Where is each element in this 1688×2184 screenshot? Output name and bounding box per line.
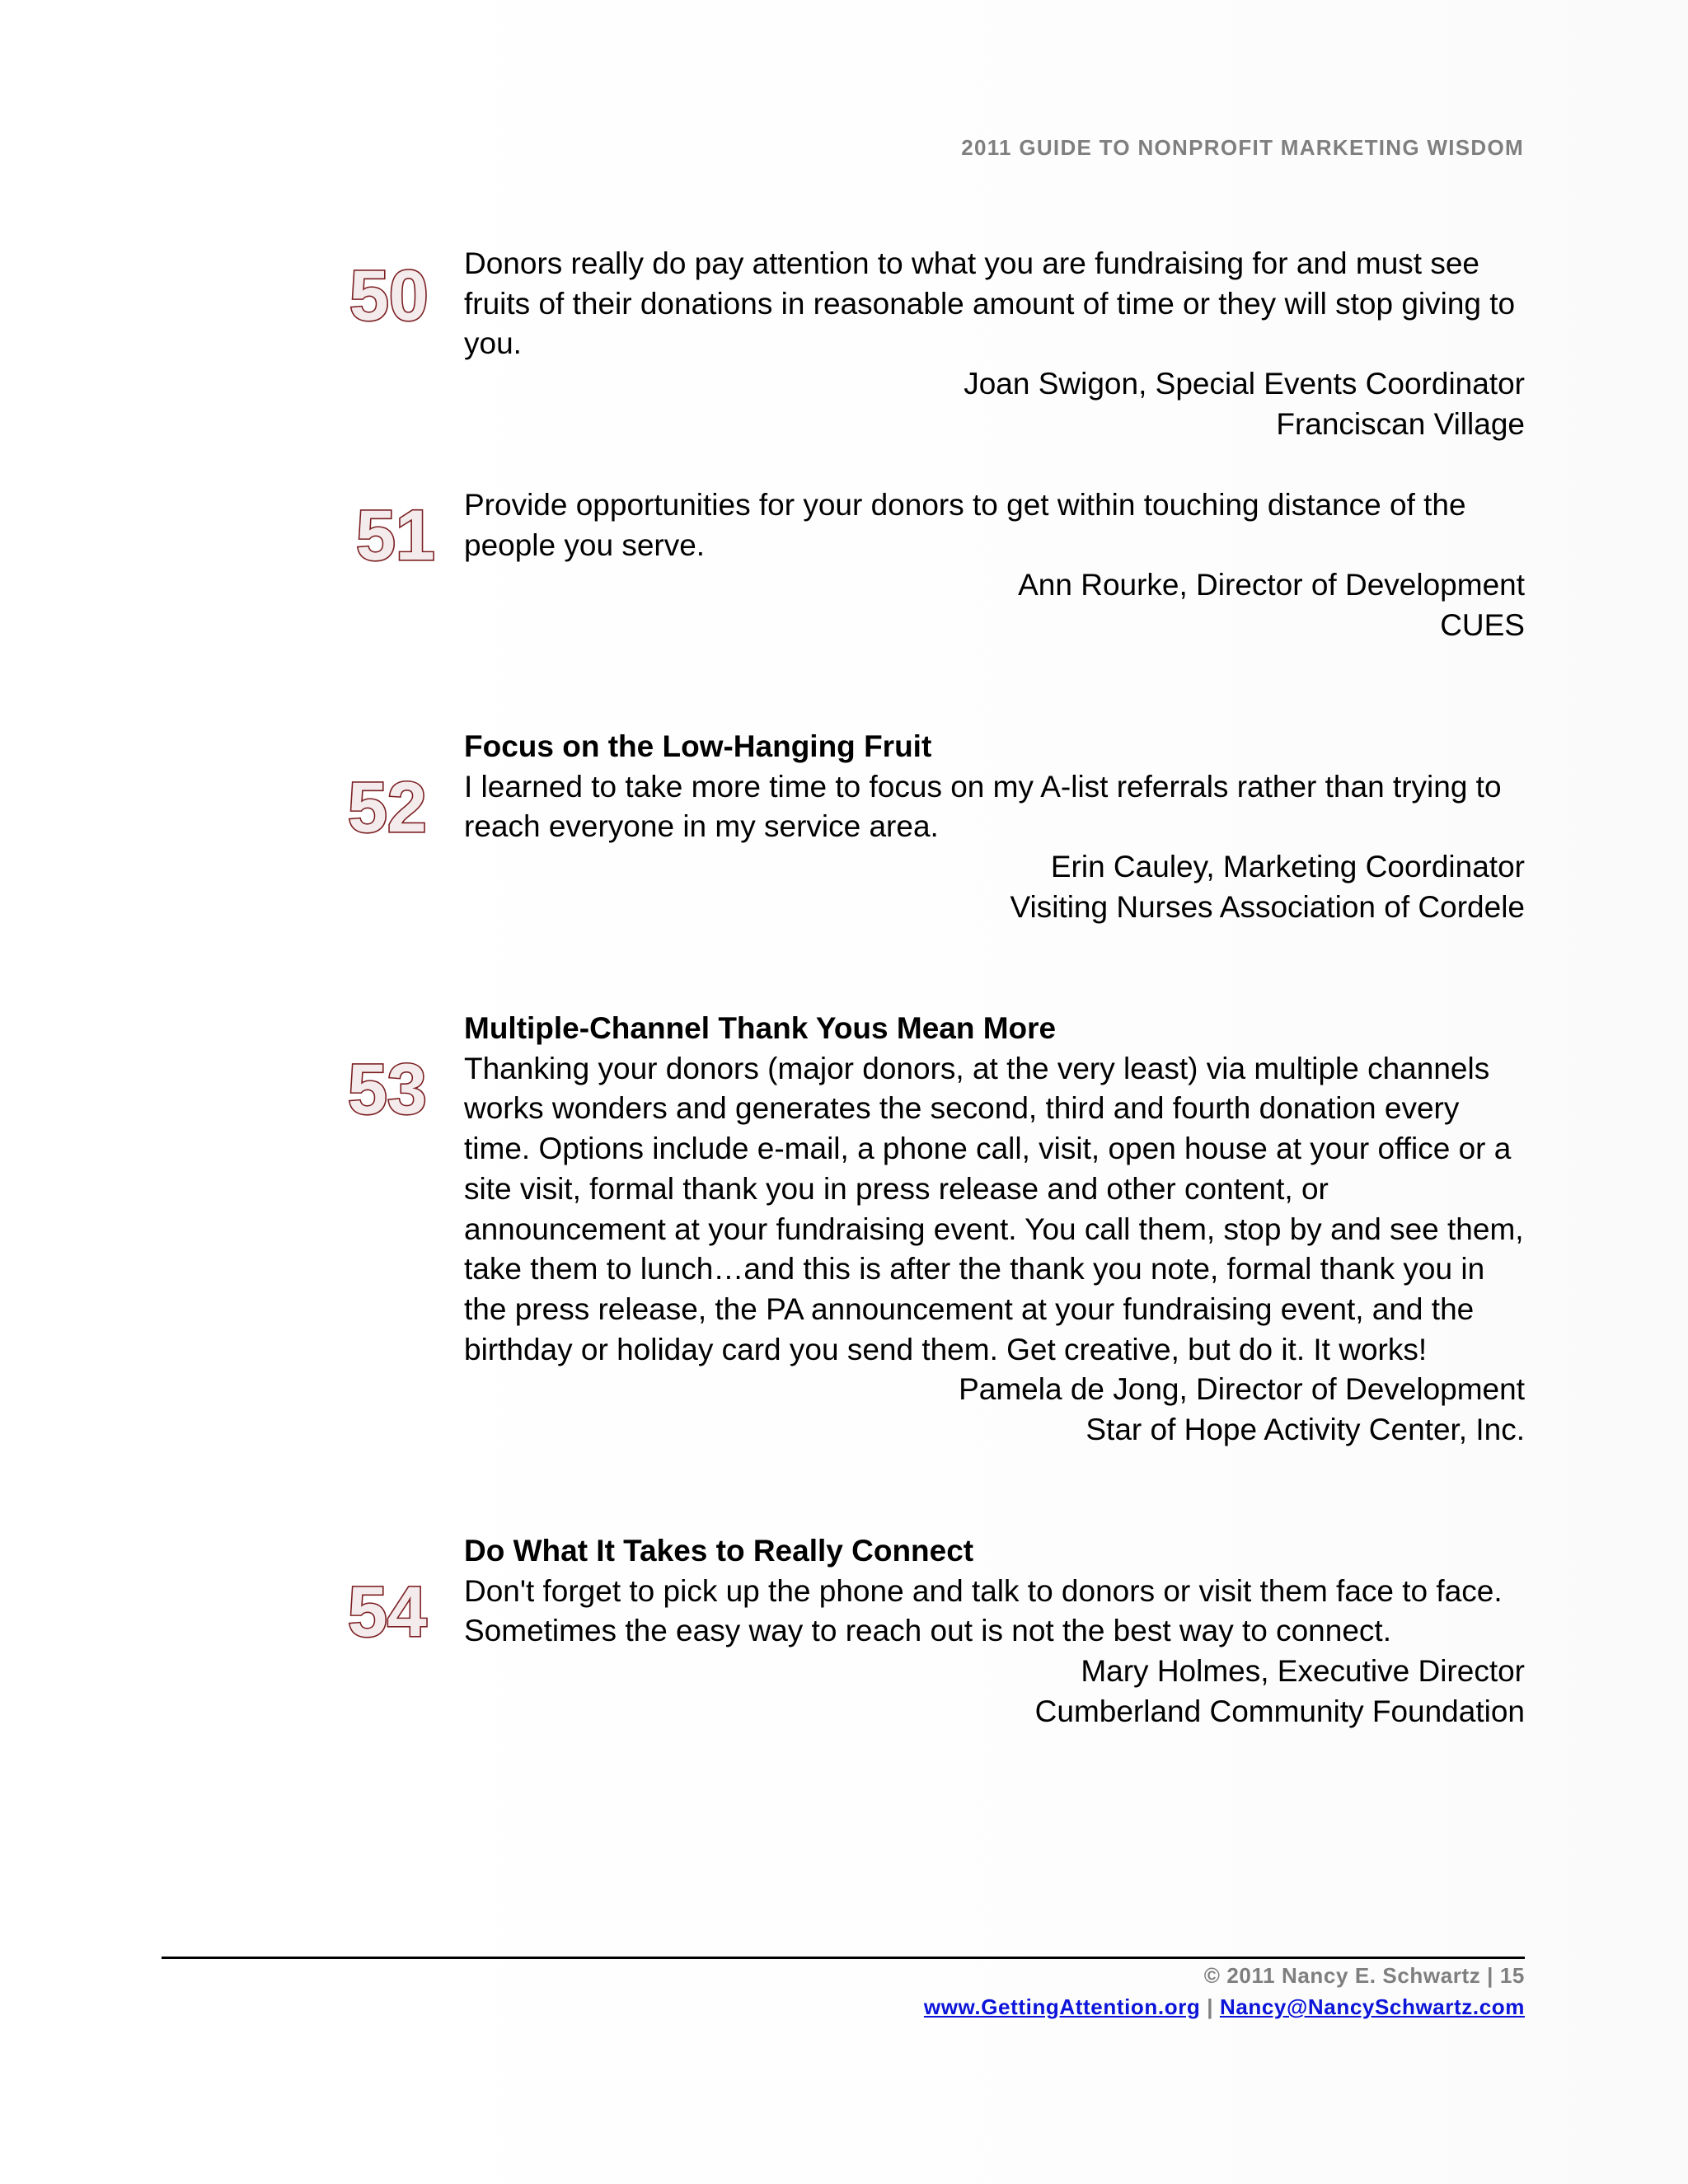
tip-organization: CUES	[1440, 608, 1525, 643]
tip-author: Ann Rourke, Director of Development	[1018, 568, 1525, 602]
website-link[interactable]: www.GettingAttention.org	[923, 1994, 1201, 2019]
tip-number-badge	[346, 766, 453, 840]
tip-text: Thanking your donors (major donors, at the very least) via multiple channels works wonders and generates the second, third and fourth donation every time. Options include e-mail, a phone call, visit, open house at your office or a site visit, formal thank you in press release and other content, or announcement at your fundraising event. You call them, stop by and see them, take them to lunch…and this is after the thank you note, formal thank you in the press release, the PA announcement at your fundraising event, and the birthday or holiday card you send them. Get creative, but do it. It works!	[464, 1051, 1524, 1366]
tip-body	[464, 727, 1525, 928]
tip-body	[464, 485, 1525, 646]
email-link[interactable]: Nancy@NancySchwartz.com	[1219, 1994, 1525, 2019]
tip-organization: Cumberland Community Foundation	[1034, 1694, 1525, 1728]
tip-text: Don't forget to pick up the phone and talk to donors or visit them face to face. Sometimes the easy way to reach out is not the best way to connect.	[464, 1573, 1503, 1648]
footer-divider	[162, 1957, 1525, 1959]
tip-number-badge	[346, 255, 453, 330]
tip-title: Multiple-Channel Thank Yous Mean More	[464, 1011, 1057, 1045]
tip-number: 53	[348, 1050, 427, 1122]
tip-number-badge	[346, 1047, 453, 1122]
footer-separator: |	[1207, 1994, 1214, 2019]
footer-copyright: © 2011 Nancy E. Schwartz | 15	[1203, 1963, 1525, 1988]
running-header: 2011 GUIDE TO NONPROFIT MARKETING WISDOM	[961, 135, 1524, 160]
tip-author: Joan Swigon, Special Events Coordinator	[964, 367, 1525, 401]
tip-author: Mary Holmes, Executive Director	[1081, 1654, 1525, 1689]
tip-number: 50	[349, 256, 429, 330]
tip-body	[464, 1531, 1525, 1732]
tip-number: 52	[348, 768, 427, 840]
tip-body	[464, 1009, 1525, 1451]
tip-author: Erin Cauley, Marketing Coordinator	[1050, 850, 1525, 884]
tip-title: Focus on the Low-Hanging Fruit	[464, 729, 932, 763]
tip-body	[464, 244, 1525, 445]
tip-number: 51	[356, 496, 435, 568]
tip-text: Provide opportunities for your donors to get within touching distance of the people you serve.	[464, 488, 1466, 562]
tip-number-badge	[346, 1570, 453, 1644]
tip-organization: Star of Hope Activity Center, Inc.	[1085, 1413, 1525, 1447]
tip-number-badge	[346, 494, 453, 568]
tip-text: I learned to take more time to focus on my A-list referrals rather than trying to reach everyone in my service area.	[464, 769, 1502, 844]
tip-number: 54	[348, 1572, 427, 1644]
tip-text: Donors really do pay attention to what you are fundraising for and must see fruits of their donations in reasonable amount of time or they will stop giving to you.	[464, 246, 1516, 361]
footer-links	[924, 1994, 1525, 2020]
tip-organization: Franciscan Village	[1276, 406, 1525, 441]
tip-author: Pamela de Jong, Director of Development	[959, 1372, 1525, 1407]
tip-title: Do What It Takes to Really Connect	[464, 1534, 974, 1568]
tip-organization: Visiting Nurses Association of Cordele	[1010, 889, 1525, 924]
